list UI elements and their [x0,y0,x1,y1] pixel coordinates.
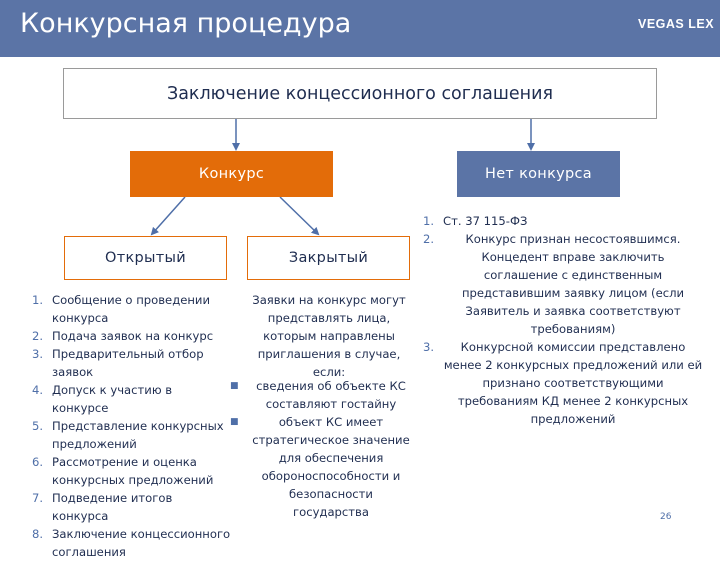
closed-competition-intro: Заявки на конкурс могут представлять лица, которым направлены приглашения в случае, если: [252,293,406,379]
closed-conditions-list [230,377,412,521]
bullet-icon: ■ [230,381,239,391]
net-konkursa-box: Нет конкурса [457,151,620,197]
list-item: 3. Конкурсной комиссии представлено менее 2 конкурсных предложений или ей признано соответствующими требованиям КД менее 2 конкурсных предложений [423,340,703,426]
list-item: 7. Подведение итогов конкурса [32,491,173,523]
no-competition-list [423,212,703,428]
open-competition-box: Открытый [64,236,227,280]
list-item: 1. Ст. 37 115-ФЗ [423,214,528,228]
page-number: 26 [660,512,672,522]
open-steps-list [32,291,232,561]
list-item: ■ сведения об объекте КС составляют гостайну [230,379,406,411]
list-item: 2. Подача заявок на конкурс [32,329,214,343]
page-title: Конкурсная процедура [20,8,352,39]
list-item: 8. Заключение концессионного соглашения [32,527,231,559]
list-item: 4. Допуск к участию в конкурсе [32,383,173,415]
vegas-lex-logo: VEGAS LEX [638,17,715,31]
list-item: 1. Сообщение о проведении конкурса [32,293,210,325]
list-item: 6. Рассмотрение и оценка конкурсных предложений [32,455,214,487]
closed-competition-box: Закрытый [247,236,410,280]
arrow-to-closed [280,197,318,234]
konkurs-box: Конкурс [130,151,333,197]
list-item: 2. Конкурс признан несостоявшимся. Концедент вправе заключить соглашение с единственным представившим заявку лицом (если Заявитель и заявка соответствуют требованиям) [423,232,685,336]
list-item: ■ объект КС имеет стратегическое значение для обеспечения обороноспособности и безопасности государства [230,415,410,519]
arrow-to-open [152,197,185,234]
list-item: 3. Предварительный отбор заявок [32,347,204,379]
concession-agreement-box: Заключение концессионного соглашения [63,68,657,119]
list-item: 5. Представление конкурсных предложений [32,419,224,451]
bullet-icon: ■ [230,417,239,427]
